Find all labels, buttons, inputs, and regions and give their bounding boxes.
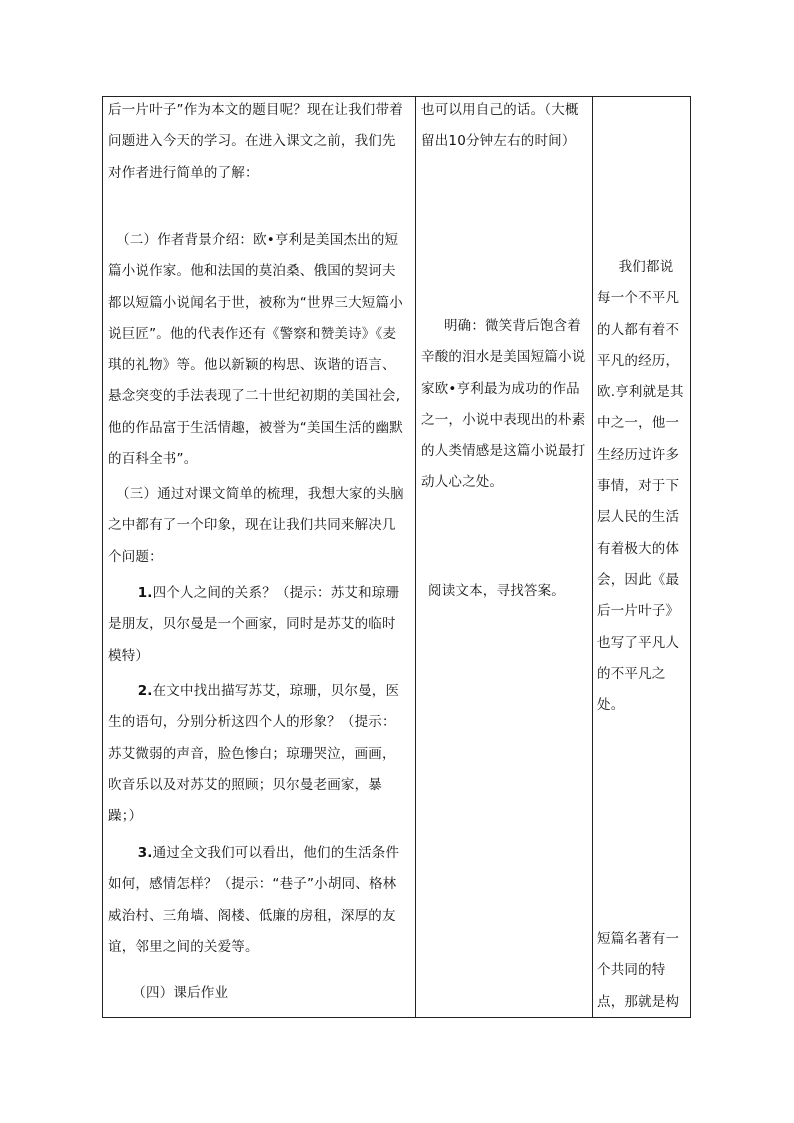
question-3 — [108, 838, 408, 978]
question-2-number: 2. — [137, 683, 153, 699]
design-intent-col-p2: 短篇名著有一个共同的特点，那就是构 — [597, 931, 680, 1010]
student-activity-col-p1: 也可以用自己的话。（大概留出10分钟左右的时间） — [421, 102, 579, 150]
column-divider-2 — [592, 97, 593, 1017]
question-1-number: 1. — [137, 585, 153, 601]
teaching-process-column — [108, 95, 408, 1009]
column-divider-1 — [415, 97, 416, 1017]
question-3-number: 3. — [137, 845, 153, 861]
student-activity-col-p2: 明确：微笑背后饱含着辛酸的泪水是美国短篇小说家欧•亨利最为成功的作品之一，小说中表现出的朴素的人类情感是这篇小说最打动人心之处。 — [421, 318, 586, 491]
question-3-text: 通过全文我们可以看出，他们的生活条件如何，感情怎样？（提示：“巷子”小胡同、格林威治村、三角墙、阁楼、低廉的房租，深厚的友谊，邻里之间的关爱等。 — [108, 845, 400, 955]
student-activity-col-p3: 阅读文本，寻找答案。 — [428, 583, 565, 599]
question-2 — [108, 676, 408, 838]
question-2-text: 在文中找出描写苏艾，琼珊，贝尔曼，医生的语句，分别分析这四个人的形象？（提示：苏艾微弱的声音，脸色惨白；琼珊哭泣，画画，吹音乐以及对苏艾的照顾；贝尔曼老画家，暴躁；） — [108, 683, 400, 825]
homework-heading: （四）课后作业 — [132, 985, 229, 1001]
intro-paragraph: 后一片叶子”作为本文的题目呢？现在让我们带着问题进入今天的学习。在进入课文之前，我们先对作者进行简单的了解： — [108, 102, 403, 181]
design-intent-col-p1: 我们都说每一个不平凡的人都有着不平凡的经历，欧.亨利就是其中之一，他一生经历过许多事情，对于下层人民的生活有着极大的体会，因此《最后一片叶子》也写了平凡人的不平凡之处。 — [597, 259, 684, 714]
author-background-paragraph: （二）作者背景介绍：欧•亨利是美国杰出的短篇小说作家。他和法国的莫泊桑、俄国的契诃夫都以短篇小说闻名于世，被称为“世界三大短篇小说巨匠”。他的代表作还有《警察和赞美诗》《麦琪的礼物》等。他以新颖的构思、诙谐的语言、悬念突变的手法表现了二十世纪初期的美国社会,他的作品富于生活情趣，被誉为“美国生活的幽默的百科全书”。 — [108, 232, 403, 468]
question-1-text: 四个人之间的关系？（提示：苏艾和琼珊是朋友，贝尔曼是一个画家，同时是苏艾的临时模特） — [108, 585, 400, 664]
question-1 — [108, 578, 408, 676]
questions-intro-paragraph: （三）通过对课文简单的梳理，我想大家的头脑之中都有了一个印象，现在让我们共同来解决几个问题： — [108, 486, 404, 565]
